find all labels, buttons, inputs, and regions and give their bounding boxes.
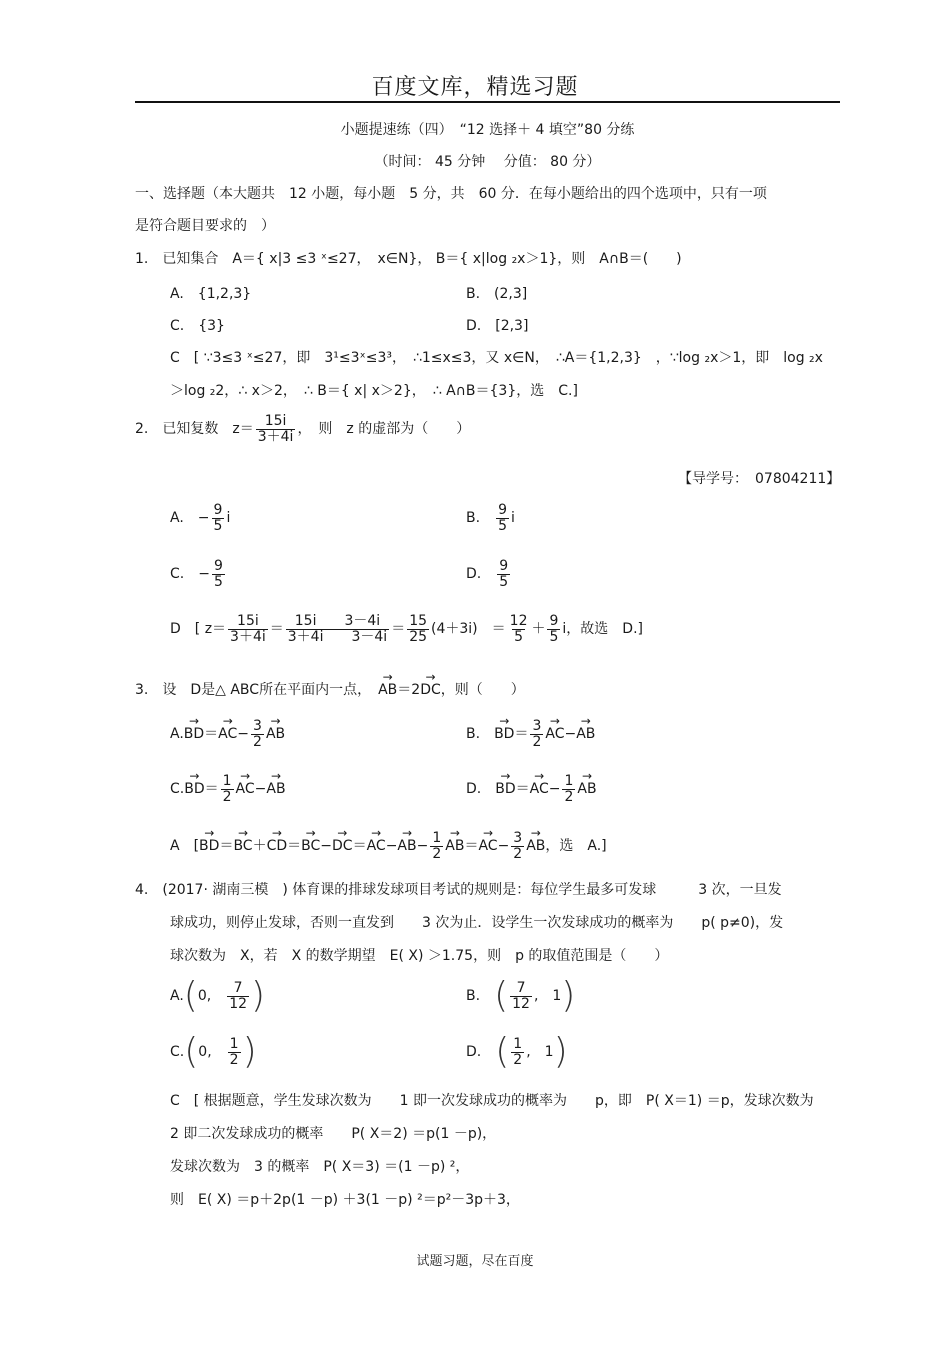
minus-sign: − — [237, 726, 250, 743]
vector-bd: → BD — [494, 726, 514, 742]
fraction-denominator: 2 — [229, 1051, 239, 1068]
solution-prefix: A [ — [170, 838, 200, 855]
vector-ab: → AB — [378, 682, 397, 698]
right-paren: ) — [251, 975, 266, 1016]
fraction-numerator: 15i — [264, 413, 287, 429]
option-label: C. − — [170, 566, 210, 583]
solution-fraction — [508, 614, 530, 644]
minus-sign: − — [416, 838, 429, 855]
page-header-title: 百度文库，精选习题 — [371, 75, 579, 100]
solution-prefix: D [ z＝ — [170, 621, 227, 638]
fraction-numerator: 9 — [499, 558, 509, 574]
fraction-denominator: 2 — [564, 788, 574, 805]
fraction-numerator: 1 — [513, 1035, 523, 1052]
q2-solution: D [ z＝ $\frac{15i}{3+4i}$ ＝ $\frac{15i 3-4i}{3+4i 3-4i}$ ＝ $\frac{15}{25}$ (4＋3i) ＝ $\frac{12}{5}$ ＋ $\frac{9}{5}$ i，故选 D.] — [170, 613, 643, 645]
option-label: A. − — [170, 510, 210, 527]
q4-stem-line3: 球次数为 X，若 X 的数学期望 E( X) ＞1.75，则 p 的取值范围是（ ） — [170, 948, 669, 964]
option-fraction — [497, 559, 510, 589]
fraction-denominator: 5 — [549, 628, 559, 645]
imaginary-unit: i — [510, 510, 515, 527]
q4-option-a — [170, 975, 266, 1016]
option-fraction — [496, 503, 509, 533]
solution-suffix: i，故选 D.] — [562, 621, 643, 638]
fraction-numerator: 9 — [213, 502, 223, 518]
fraction-denominator: 3＋4i 3－4i — [287, 628, 388, 645]
plus-sign: ＋ — [531, 621, 546, 638]
vector-ac: → AC — [530, 781, 549, 797]
q4-stem-line2: 球成功，则停止发球，否则一直发到 3 次为止．设学生一次发球成功的概率为 p( p≠0)，发 — [170, 915, 784, 931]
vector-ac: → AC — [367, 838, 386, 854]
fraction-denominator: 5 — [213, 573, 223, 590]
fraction-numerator: 7 — [233, 979, 243, 996]
option-label: D. — [466, 781, 482, 798]
header-rule — [135, 101, 840, 103]
fraction-numerator: 9 — [549, 613, 559, 629]
q1-option-a: A. {1,2,3} — [170, 286, 252, 302]
fraction-denominator: 2 — [513, 1051, 523, 1068]
vector-ac: → AC — [236, 781, 255, 797]
vector-dc: → DC — [332, 838, 353, 854]
vector-ac: → AC — [478, 838, 497, 854]
option-label: A. — [170, 988, 184, 1004]
page-footer: 试题习题，尽在百度 — [416, 1254, 534, 1269]
coefficient-fraction — [562, 774, 575, 804]
option-label: D. — [466, 566, 496, 583]
fraction-numerator: 9 — [213, 558, 223, 574]
q3-solution — [170, 831, 607, 861]
vector-ac: → AC — [545, 726, 564, 742]
fraction-denominator: 2 — [532, 733, 542, 750]
interval-left: 0, — [197, 988, 212, 1004]
option-label: B. — [466, 726, 481, 743]
vector-ab: → AB — [577, 781, 596, 797]
q2-stem-fraction — [256, 414, 296, 444]
q1-solution-line2: ＞log ₂2，∴ x＞2， ∴ B＝{ x| x＞2}， ∴ A∩B＝{3}，选 C.] — [170, 383, 578, 399]
q1-stem: 1. 已知集合 A＝{ x|3 ≤3 ˣ≤27， x∈N}， B＝{ x|log ₂x＞1}，则 A∩B＝( ) — [135, 251, 682, 267]
coefficient-fraction — [221, 774, 234, 804]
solution-fraction — [407, 614, 429, 644]
fraction-denominator: 25 — [409, 628, 428, 645]
option-label: D. — [466, 1044, 482, 1060]
q4-solution-line4: 则 E( X) ＝p＋2p(1 －p) ＋3(1 －p) ²＝p²－3p＋3， — [170, 1192, 520, 1208]
fraction-denominator: 12 — [512, 995, 530, 1012]
vector-dc: → DC — [420, 682, 441, 698]
equals-sign: ＝ — [352, 838, 367, 855]
fraction-numerator: 3 — [532, 718, 542, 734]
fraction-denominator: 5 — [498, 517, 507, 534]
q2-option-b — [466, 503, 515, 533]
q3-stem-middle: ＝2 — [397, 682, 421, 698]
vector-ab: → AB — [576, 726, 595, 742]
fraction-numerator: 1 — [222, 773, 232, 789]
q1-solution-line1: C [ ∵3≤3 ˣ≤27，即 3¹≤3ˣ≤3³， ∴1≤x≤3，又 x∈N， ∴A＝{1,2,3} ，∵log ₂x＞1，即 log ₂x — [170, 350, 823, 366]
solution-middle: (4＋3i) ＝ — [431, 621, 506, 638]
fraction-numerator: 15i — [237, 613, 259, 629]
q4-solution-line3: 发球次数为 3 的概率 P( X＝3) ＝(1 －p) ²， — [170, 1159, 470, 1175]
coefficient-fraction — [530, 719, 543, 749]
q2-stem-prefix: 2. 已知复数 z＝ — [135, 421, 254, 438]
equals-sign: ＝ — [219, 838, 234, 855]
fraction-denominator: 5 — [499, 573, 509, 590]
minus-sign: − — [548, 781, 561, 798]
option-label: C. — [170, 781, 185, 798]
solution-fraction — [228, 614, 268, 644]
option-label: C. — [170, 1044, 185, 1060]
minus-sign: − — [320, 838, 333, 855]
right-paren: ) — [553, 1031, 568, 1072]
minus-sign: − — [497, 838, 510, 855]
fraction-numerator: 12 — [509, 613, 528, 629]
fraction-denominator: 3＋4i — [230, 628, 266, 645]
fraction-numerator: 9 — [498, 502, 507, 518]
equals-sign: ＝ — [204, 726, 219, 743]
coefficient-fraction — [511, 831, 524, 861]
q2-option-a — [170, 503, 230, 533]
time-info: （时间： 45 分钟 分值： 80 分） — [374, 154, 601, 170]
fraction-denominator: 2 — [513, 845, 523, 862]
equals-sign: ＝ — [464, 838, 479, 855]
fraction-numerator: 1 — [432, 830, 442, 846]
interval-fraction — [228, 1037, 241, 1067]
interval-right: , 1 — [526, 1044, 554, 1060]
plus-sign: ＋ — [252, 838, 267, 855]
section-heading-line2: 是符合题目要求的 ） — [135, 218, 275, 234]
vector-ac: → AC — [218, 726, 237, 742]
minus-sign: − — [254, 781, 267, 798]
option-label: B. — [466, 988, 481, 1004]
interval-left: 0, — [198, 1044, 212, 1060]
right-paren: ) — [561, 975, 576, 1016]
vector-cd: → CD — [267, 838, 288, 854]
fraction-numerator: 3 — [513, 830, 523, 846]
q3-option-d — [466, 774, 597, 804]
exercise-subtitle: 小题提速练（四） “12 选择＋ 4 填空”80 分练 — [340, 122, 635, 138]
vector-ab: → AB — [526, 838, 545, 854]
fraction-denominator: 2 — [222, 788, 232, 805]
interval-fraction — [511, 1037, 524, 1067]
left-paren: ( — [183, 975, 198, 1016]
option-fraction — [212, 503, 225, 533]
solution-fraction — [286, 614, 389, 644]
q3-option-b — [466, 719, 595, 749]
q4-option-d — [466, 1031, 568, 1072]
fraction-numerator: 1 — [229, 1035, 239, 1052]
q3-stem-suffix: ，则（ ） — [440, 682, 525, 698]
equals-sign: ＝ — [204, 781, 219, 798]
coefficient-fraction — [430, 831, 443, 861]
fraction-numerator: 3 — [253, 718, 262, 734]
q3-stem-prefix: 3. 设 D是△ ABC所在平面内一点， — [135, 682, 365, 698]
q2-option-d — [466, 559, 512, 589]
q3-stem — [135, 679, 525, 699]
interval-fraction — [227, 981, 249, 1011]
right-paren: ) — [242, 1031, 257, 1072]
option-fraction — [212, 559, 225, 589]
section-heading-line1: 一、选择题（本大题共 12 小题，每小题 5 分，共 60 分．在每小题给出的四个选项中，只有一项 — [135, 186, 767, 202]
fraction-denominator: 2 — [253, 733, 262, 750]
q1-option-c: C. {3} — [170, 318, 225, 334]
vector-ab: → AB — [397, 838, 416, 854]
option-label: A. — [170, 726, 184, 743]
fraction-numerator: 1 — [564, 773, 574, 789]
solution-fraction — [547, 614, 560, 644]
q1-option-b: B. (2,3] — [466, 286, 528, 302]
option-label: B. — [466, 510, 495, 527]
vector-ab: → AB — [266, 781, 285, 797]
coefficient-fraction — [251, 719, 264, 749]
interval-right: , 1 — [533, 988, 562, 1004]
q4-option-c — [170, 1031, 257, 1072]
equals-sign: ＝ — [515, 781, 530, 798]
vector-bd: → BD — [495, 781, 515, 797]
q3-option-a — [170, 719, 285, 749]
q2-option-c — [170, 559, 227, 589]
q4-stem-line1: 4. (2017· 湖南三模 ) 体育课的排球发球项目考试的规则是：每位学生最多可发球 3 次，一旦发 — [135, 882, 782, 898]
vector-bd: → BD — [199, 838, 219, 854]
equals-sign: ＝ — [287, 838, 302, 855]
q2-stem — [135, 414, 470, 444]
q3-option-c — [170, 774, 286, 804]
q2-stem-suffix: ， 则 z 的虚部为（ ） — [297, 421, 471, 438]
interval-fraction — [510, 981, 532, 1011]
imaginary-unit: i — [226, 510, 231, 527]
minus-sign: − — [564, 726, 577, 743]
vector-bc: → BC — [301, 838, 320, 854]
fraction-denominator: 12 — [229, 995, 248, 1012]
vector-ab: → AB — [266, 726, 285, 742]
q4-solution-line2: 2 即二次发球成功的概率 P( X＝2) ＝p(1 －p)， — [170, 1126, 497, 1142]
minus-sign: − — [385, 838, 398, 855]
fraction-numerator: 7 — [516, 979, 526, 996]
fraction-denominator: 3＋4i — [257, 428, 294, 445]
fraction-numerator: 15 — [409, 613, 428, 629]
left-paren: ( — [184, 1031, 199, 1072]
solution-suffix: ，选 A.] — [545, 838, 607, 855]
q4-solution-line1: C [ 根据题意，学生发球次数为 1 即一次发球成功的概率为 p，即 P( X＝1) ＝p，发球次数为 — [170, 1093, 814, 1109]
equals-sign: ＝ — [514, 726, 529, 743]
vector-bd: → BD — [184, 781, 204, 797]
q4-option-b — [466, 975, 576, 1016]
left-paren: ( — [494, 975, 509, 1016]
fraction-numerator: 15i 3－4i — [294, 613, 381, 629]
left-paren: ( — [495, 1031, 510, 1072]
vector-bd: → BD — [184, 726, 204, 742]
fraction-denominator: 2 — [432, 845, 442, 862]
fraction-denominator: 5 — [213, 517, 223, 534]
guide-number: 【导学号： 07804211】 — [678, 471, 841, 487]
fraction-denominator: 5 — [514, 628, 524, 645]
vector-bc: → BC — [233, 838, 252, 854]
vector-ab: → AB — [445, 838, 464, 854]
q1-option-d: D. [2,3] — [466, 318, 529, 334]
